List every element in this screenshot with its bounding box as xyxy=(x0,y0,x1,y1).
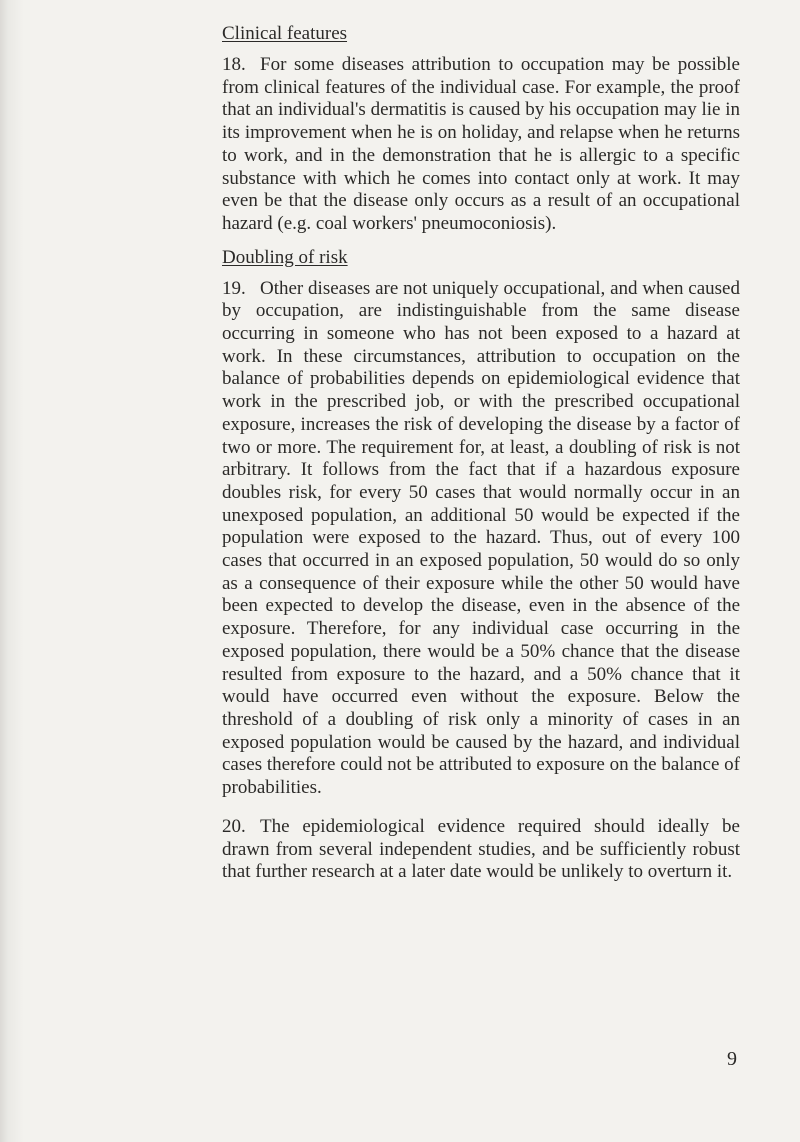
paragraph-text: For some diseases attribution to occupation may be possible from clinical features of the individual case. For example, the proof that an individual's dermatitis is caused by his occupation may lie in its improvement when he is on holiday, and relapse when he returns to work, and in the demonstration that he is allergic to a specific substance with which he comes into contact only at work. It may even be that the disease only occurs as a result of an occupational hazard (e.g. coal workers' pneumoconiosis). xyxy=(222,54,740,234)
heading-doubling-of-risk: Doubling of risk xyxy=(222,246,348,268)
paragraph-number: 20. xyxy=(222,815,246,837)
paragraph-19 xyxy=(222,278,740,800)
page-content xyxy=(222,22,740,894)
paragraph-number: 18. xyxy=(222,54,246,75)
paragraph-text: Other diseases are not uniquely occupational, and when caused by occupation, are indistinguishable from the same disease occurring in someone who has not been exposed to a hazard at work. In these circumstances, attribution to occupation on the balance of probabilities depends on epidemiological evidence that work in the prescribed job, or with the prescribed occupational exposure, increases the risk of developing the disease by a factor of two or more. The requirement for, at least, a doubling of risk is not arbitrary. It follows from the fact that if a hazardous exposure doubles risk, for every 50 cases that would normally occur in an unexposed population, an additional 50 would be expected if the population were exposed to the hazard. Thus, out of every 100 cases that occurred in an exposed population, 50 would do so only as a consequence of their exposure while the other 50 would have been expected to develop the disease, even in the absence of the exposure. Therefore, for any individual case occurring in the exposed population, there would be a 50% chance that the disease resulted from exposure to the hazard, and a 50% chance that it would have occurred even without the exposure. Below the threshold of a doubling of risk only a minority of cases in an exposed population would be caused by the hazard, and individual cases therefore could not be attributed to exposure on the balance of probabilities. xyxy=(222,277,740,799)
page-number: 9 xyxy=(727,1048,737,1070)
paragraph-text: The epidemiological evidence required should ideally be drawn from several independent studies, and be sufficiently robust that further research at a later date would be unlikely to overturn it. xyxy=(222,815,740,883)
paragraph-20 xyxy=(222,816,740,884)
paragraph-18 xyxy=(222,54,740,236)
paragraph-number: 19. xyxy=(222,277,246,299)
heading-clinical-features: Clinical features xyxy=(222,23,348,44)
